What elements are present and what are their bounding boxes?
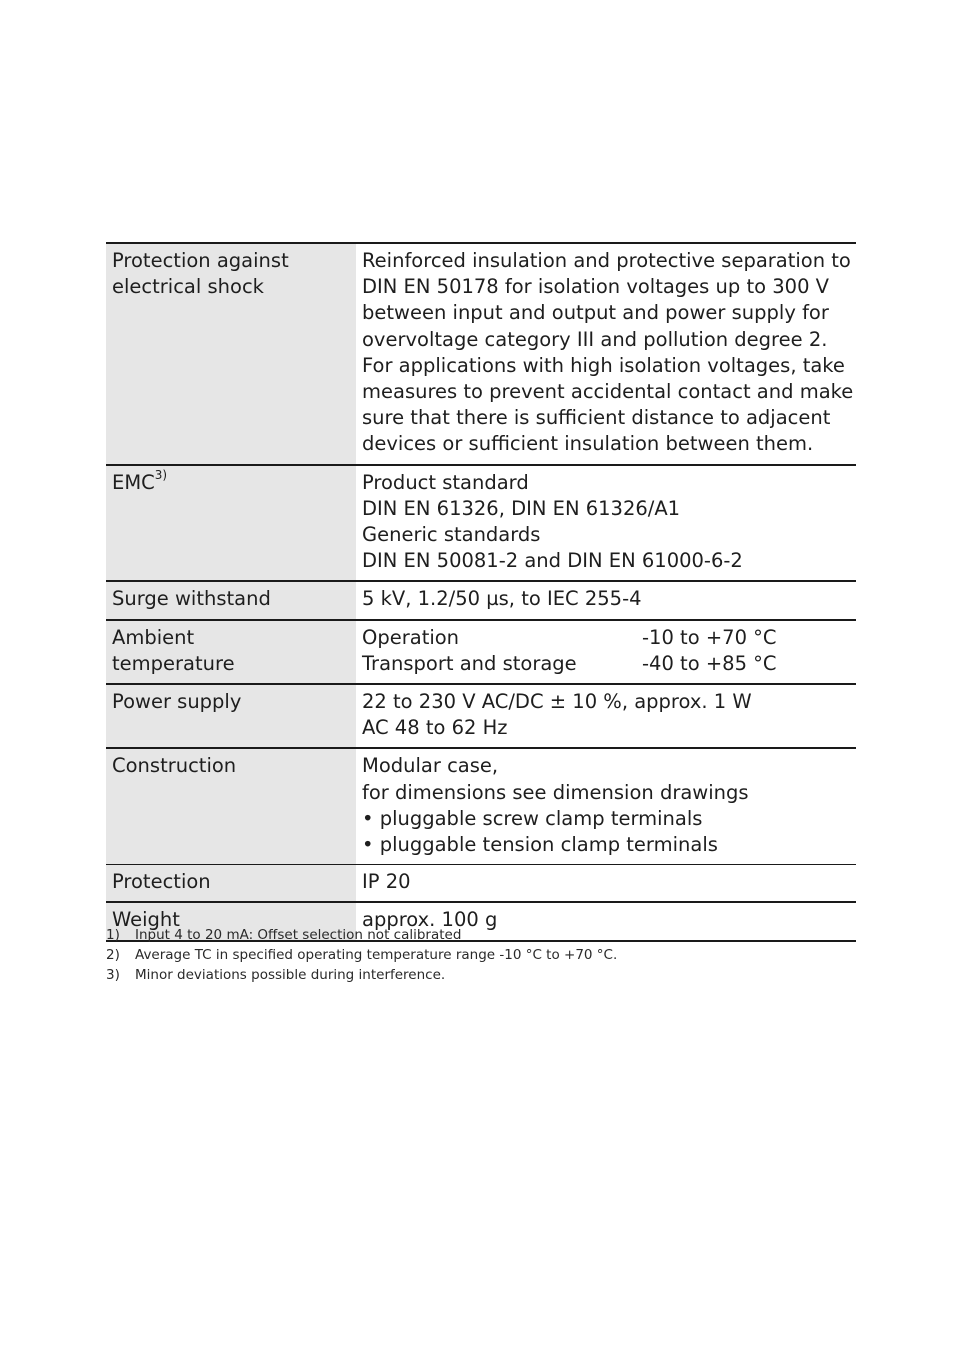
footnote: 2) Average TC in specified operating temperature range -10 °C to +70 °C. xyxy=(106,946,618,963)
row-label: Protection against electrical shock xyxy=(106,244,356,464)
row-value: approx. 100 g xyxy=(362,908,498,932)
row-label: Construction xyxy=(106,749,356,864)
row-label: Power supply xyxy=(106,685,356,747)
row-value: 22 to 230 V AC/DC ± 10 %, approx. 1 W AC 48 to 62 Hz xyxy=(362,690,752,740)
spec-table xyxy=(106,242,856,942)
table-row xyxy=(106,749,856,865)
row-label: EMC$^{3)}$ xyxy=(106,466,356,581)
table-row xyxy=(106,244,856,466)
table-row xyxy=(106,865,856,903)
table-row xyxy=(106,621,856,685)
footnotes xyxy=(106,926,856,985)
row-value: Reinforced insulation and protective separation to DIN EN 50178 for isolation voltages up to 300 V between input and output and power supply for overvoltage category III and pollution degree 2. For applications with high isolation voltages, take measures to prevent accidental contact and make sure that there is sufficient distance to adjacent devices or sufficient insulation between them. xyxy=(362,249,854,456)
row-value xyxy=(356,621,856,683)
row-label: Protection xyxy=(106,865,356,901)
table-row xyxy=(106,685,856,749)
row-label: Surge withstand xyxy=(106,582,356,618)
row-label: Weight xyxy=(106,903,356,939)
footnote: 3) Minor deviations possible during interference. xyxy=(106,966,446,983)
value-pair: Transport and storage -40 to +85 °C xyxy=(362,651,777,675)
table-row xyxy=(106,582,856,620)
footnote: 1) Input 4 to 20 mA: Offset selection not calibrated xyxy=(106,927,462,943)
table-row xyxy=(106,466,856,583)
row-value: Modular case, for dimensions see dimension drawings • pluggable screw clamp terminals • pluggable tension clamp terminals xyxy=(362,754,749,857)
row-value: IP 20 xyxy=(362,870,411,894)
row-label: Ambient temperature xyxy=(106,621,356,683)
value-pair: Operation -10 to +70 °C xyxy=(362,625,777,649)
footnote-ref: 3) xyxy=(154,468,168,483)
row-value: Product standard DIN EN 61326, DIN EN 61326/A1 Generic standards DIN EN 50081-2 and DIN EN 61000-6-2 xyxy=(362,470,743,573)
row-value: 5 kV, 1.2/50 µs, to IEC 255-4 xyxy=(362,587,642,611)
